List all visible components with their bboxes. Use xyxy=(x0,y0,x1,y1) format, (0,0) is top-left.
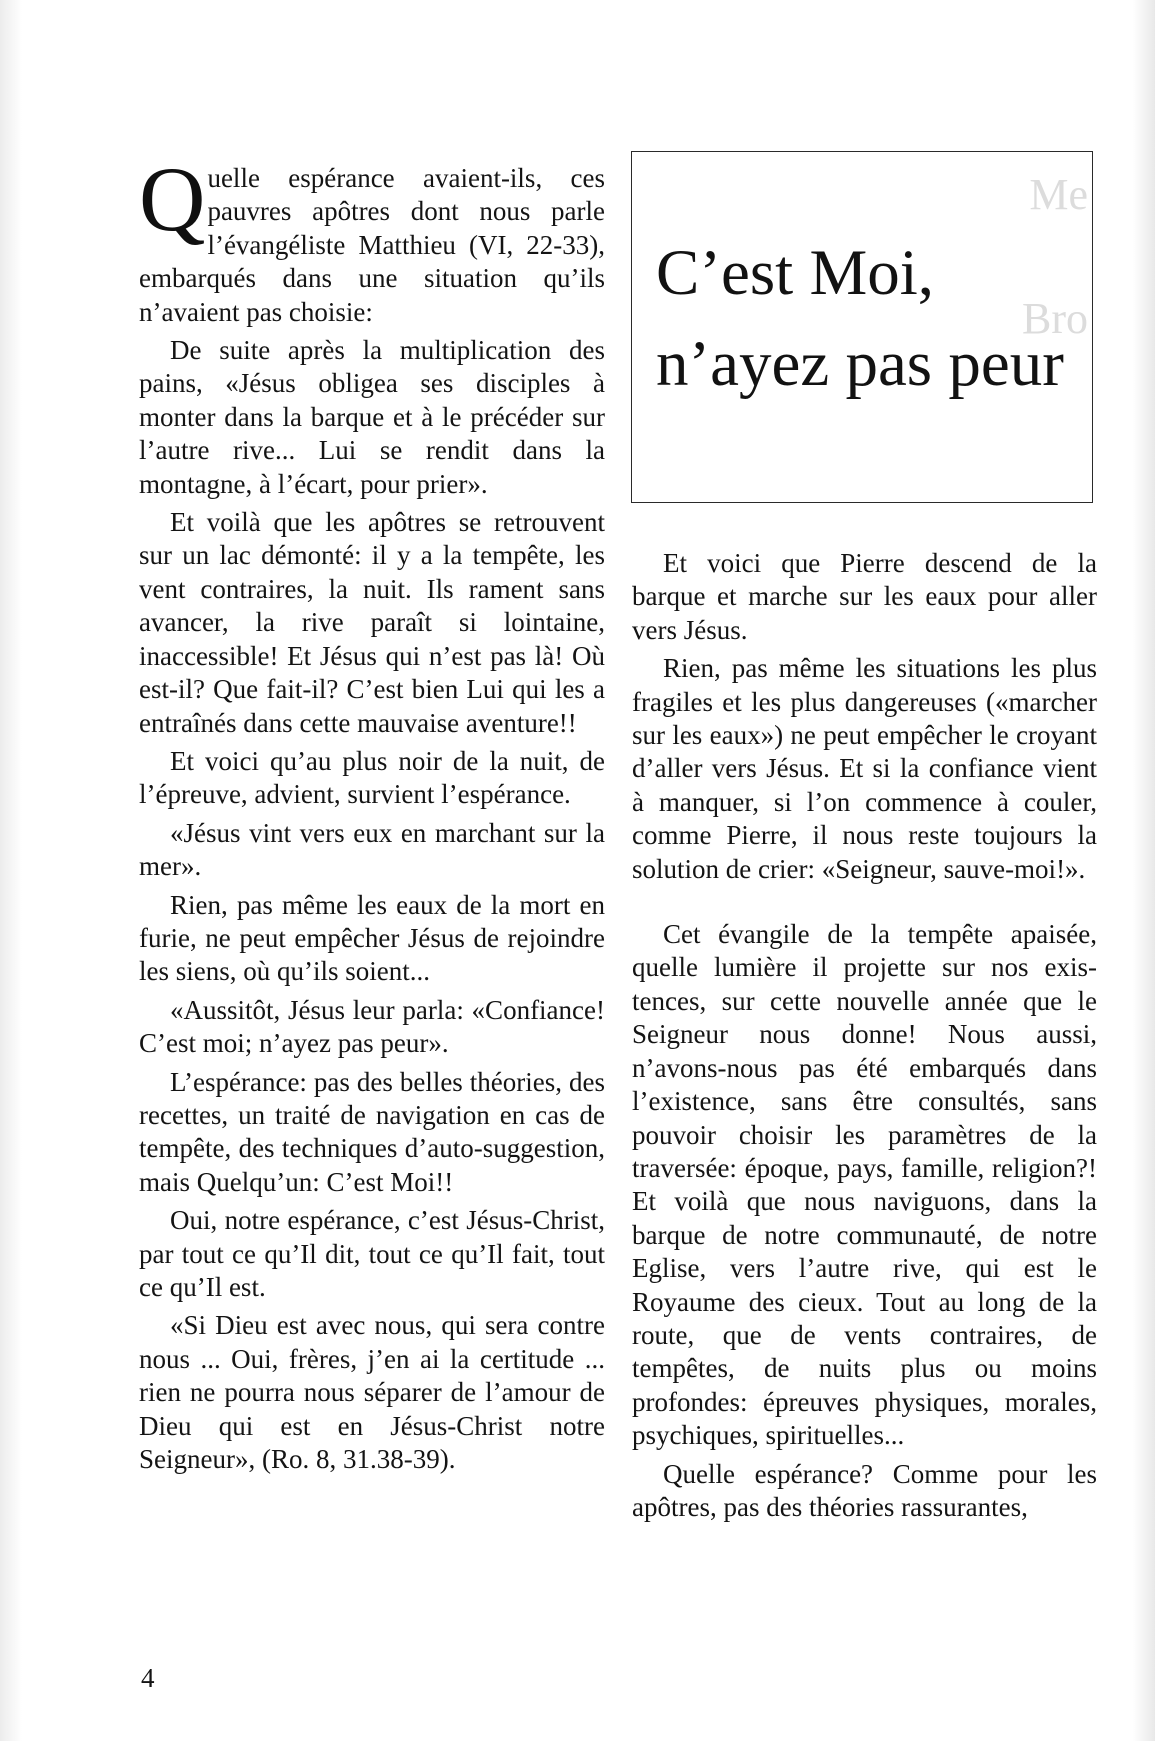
paragraph: De suite après la multiplication des pains, «Jésus obligea ses disciples à monter dans la barque et à le précéder sur l’autre rive... Lui se rendit dans la montagne, à l’écart, pour prier». xyxy=(139,335,605,499)
paragraph: Quelle espérance? Comme pour les apôtres, pas des théories rassurantes, xyxy=(632,1458,1097,1522)
title-line-2: n’ayez pas peur xyxy=(656,328,1064,400)
paragraph: «Jésus vint vers eux en marchant sur la mer». xyxy=(139,817,605,882)
paragraph: Rien, pas même les eaux de la mort en furie, ne peut empêcher Jésus de rejoindre les siens, où qu’ils soient... xyxy=(139,889,605,987)
paragraph: Et voilà que les apôtres se retrouvent sur un lac démonté: il y a la tempête, les vent contraires, la nuit. Ils rament sans avancer, la rive paraît si lointaine, inaccessible! Et Jésus qui n’est pas là! Où est-il? Que fait-il? C’est bien Lui qui les a entraînés dans cette mauvaise aventure!! xyxy=(139,507,605,738)
paragraph: «Aussitôt, Jésus leur parla: «Confiance! C’est moi; n’ayez pas peur». xyxy=(139,994,605,1059)
right-column xyxy=(632,547,1097,1529)
paragraph: L’espérance: pas des belles théories, des recettes, un traité de navigation en cas de tempête, des techniques d’auto-suggestion, mais Quelqu’un: C’est Moi!! xyxy=(139,1066,605,1197)
left-column xyxy=(139,148,605,1481)
show-through-text: Bro xyxy=(1022,294,1088,343)
paragraph: Et voici qu’au plus noir de la nuit, de l’épreuve, advient, survient l’espérance. xyxy=(139,745,605,810)
title-box xyxy=(631,151,1093,503)
intro-paragraph xyxy=(139,148,605,329)
page-number: 4 xyxy=(141,1663,155,1693)
title-line-1: C’est Moi, xyxy=(656,237,935,309)
intro-text: uelle espérance avaient-ils, ces pauvres apôtres dont nous parle l’évangéliste Matthieu (VI, 22-33), embarqués dans une situation qu’ils n’avaient pas choisie: xyxy=(139,163,605,327)
scan-shadow-left xyxy=(0,0,22,1741)
paragraph: Cet évangile de la tempête apaisée, quelle lumière il projette sur nos existences, sur cette nouvelle année que le Seigneur nous donne! Nous aussi, n’avons-nous pas été embarqués dans l’existence, sans être consultés, sans pouvoir choisir les paramètres de la traversée: époque, pays, famille, religion?! Et voilà que nous naviguons, dans la barque de notre communauté, de notre Eglise, vers l’autre rive, qui est le Royaume des cieux. Tout au long de la route, que de vents contraires, de tempêtes, de nuits plus ou moins profondes: épreuves physiques, morales, psychiques, spirituelles... xyxy=(632,919,1097,1451)
article-title xyxy=(656,228,1064,410)
paragraph: Oui, notre espérance, c’est Jésus-Christ, par tout ce qu’Il dit, tout ce qu’Il fait, tout ce qu’Il est. xyxy=(139,1205,605,1302)
paragraph: Rien, pas même les situations les plus fragiles et les plus dangereuses («marcher sur les eaux») ne peut empêcher le croyant d’aller vers Jésus. Et si la confiance vient à manquer, si l’on commence à couler, comme Pierre, il nous reste toujours la solution de crier: «Seigneur, sauve-moi!». xyxy=(632,653,1097,884)
paragraph: «Si Dieu est avec nous, qui sera contre nous ... Oui, frères, j’en ai la certitude ... rien ne pourra nous séparer de l’amour de Dieu qui est en Jésus-Christ notre Seigneur», (Ro. 8, 31.38-39). xyxy=(139,1310,605,1475)
scan-shadow-right xyxy=(1133,0,1155,1741)
paragraph: Et voici que Pierre descend de la barque et marche sur les eaux pour aller vers Jésus. xyxy=(632,548,1097,645)
drop-cap: Q xyxy=(139,148,206,250)
show-through-text: Me xyxy=(1029,170,1088,219)
